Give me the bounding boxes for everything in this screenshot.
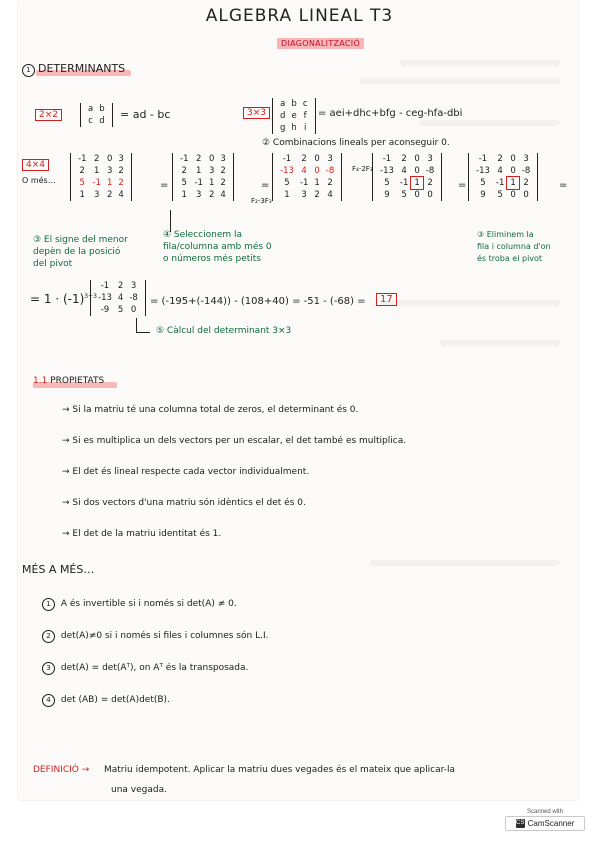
matrix-cell: 1: [79, 190, 85, 200]
matrix-cell: 1: [106, 178, 113, 188]
matrix-cell: 9: [480, 190, 486, 200]
matrix-cell: 5: [480, 178, 486, 188]
det4-matrix-3: [272, 153, 342, 201]
matrix-cell: 3: [196, 190, 202, 200]
matrix-cell: -8: [425, 166, 435, 176]
matrix-cell: -8: [521, 166, 531, 176]
matrix-cell: -1: [194, 178, 203, 188]
det4-matrix-5: [468, 153, 538, 201]
matrix-cell: 5: [384, 178, 390, 188]
equals-sign: =: [261, 180, 270, 191]
arrow-icon: →: [62, 405, 73, 415]
matrix-cell: 3: [208, 166, 215, 176]
matrix-cell: 0: [414, 154, 420, 164]
matrix-cell: 3: [301, 190, 307, 200]
equals-sign: =: [559, 180, 568, 191]
det4-label: O més…: [22, 176, 56, 185]
definition-label: DEFINICIÓ →: [33, 765, 90, 775]
matrix-cell: 5: [181, 178, 187, 188]
matrix-cell: g: [280, 123, 286, 133]
matrix-cell: 2: [314, 190, 320, 200]
matrix-cell: 5: [497, 190, 503, 200]
note-sign: ③ El signe del menor depèn de la posició del pivot: [33, 235, 128, 269]
arrow-line: [136, 332, 150, 333]
property-item: → El det és lineal respecte cada vector individualment.: [62, 467, 310, 477]
expansion-prefix: = $1 \cdot (-1)^{3+3}$: [30, 292, 97, 306]
matrix-cell: -1: [478, 154, 488, 164]
matrix-cell: -1: [495, 178, 505, 188]
matrix-cell: 0: [510, 154, 516, 164]
matrix-cell: a: [88, 104, 94, 114]
matrix-cell: d: [99, 116, 105, 126]
matrix-cell: 2: [94, 154, 100, 164]
matrix-cell: 2: [220, 166, 226, 176]
matrix-cell: -1: [92, 178, 101, 188]
section11-heading: 1.1 PROPIETATS: [33, 376, 105, 386]
matrix-cell: 4: [497, 166, 503, 176]
matrix-cell: 2: [208, 190, 215, 200]
property-item: → Si la matriu té una columna total de zeros, el determinant és 0.: [62, 405, 359, 415]
det3-matrix: [272, 98, 316, 134]
matrix-cell: 3: [220, 154, 226, 164]
matrix-cell: -13: [280, 166, 294, 176]
matrix-cell: a: [280, 99, 286, 109]
matrix-cell: b: [99, 104, 105, 114]
matrix-cell: 2: [118, 178, 124, 188]
matrix-cell: -8: [129, 293, 138, 303]
matrix-cell: 0: [523, 190, 529, 200]
camscanner-icon: CS: [515, 820, 525, 826]
matrix-cell: 3: [427, 154, 433, 164]
matrix-cell: 1: [314, 178, 320, 188]
matrix-cell: 2: [401, 154, 407, 164]
matrix-cell: -9: [100, 305, 110, 315]
definition-text: Matriu idempotent. Aplicar la matriu dues vegades és el mateix que aplicar-la: [104, 765, 455, 775]
matrix-cell: 4: [220, 190, 226, 200]
det2-result: = ad - bc: [120, 108, 171, 121]
matrix-cell: d: [280, 111, 286, 121]
matrix-cell: 0: [314, 154, 320, 164]
arrow-icon: →: [62, 529, 73, 539]
page-title: ALGEBRA LINEAL T3: [205, 6, 394, 26]
matrix-cell: 4: [118, 190, 124, 200]
matrix-cell: 5: [401, 190, 407, 200]
arrow-icon: →: [62, 467, 73, 477]
matrix-cell: e: [291, 111, 297, 121]
matrix-cell: -8: [325, 166, 335, 176]
property-item: → El det de la matriu identitat és 1.: [62, 529, 222, 539]
note-eliminate: ③ Eliminem la fila i columna d'on és troba el pivot: [477, 230, 551, 263]
matrix-cell: 5: [79, 178, 85, 188]
matrix-cell: 2: [523, 178, 529, 188]
property-item: → Si dos vectors d'una matriu són idèntics el det és 0.: [62, 498, 306, 508]
matrix-cell: 0: [427, 190, 433, 200]
page-subtitle: DIAGONALITZACIÓ: [277, 38, 364, 49]
matrix-cell: 5: [117, 305, 124, 315]
matrix-cell: 2: [220, 178, 226, 188]
det3-tag: 3×3: [243, 108, 270, 118]
note-select: ④ Seleccionem la fila/columna amb més 0 o números més petits: [163, 230, 272, 264]
matrix-cell: 0: [314, 166, 320, 176]
matrix-cell: 3: [94, 190, 100, 200]
matrix-cell: 3: [523, 154, 529, 164]
note-calc: ⑤ Càlcul del determinant 3×3: [156, 326, 292, 336]
matrix-cell: c: [88, 116, 93, 126]
matrix-cell: 1: [411, 177, 422, 189]
matrix-cell: -13: [476, 166, 490, 176]
matrix-cell: 2: [301, 154, 307, 164]
matrix-cell: 1: [196, 166, 202, 176]
more-heading: MÉS A MÉS…: [22, 563, 95, 576]
matrix-cell: c: [302, 99, 308, 109]
matrix-cell: -1: [78, 154, 87, 164]
matrix-cell: -13: [98, 293, 112, 303]
matrix-cell: -1: [299, 178, 309, 188]
arrow-icon: →: [62, 436, 73, 446]
matrix-cell: h: [291, 123, 297, 133]
matrix-cell: 2: [327, 178, 333, 188]
matrix-cell: 0: [510, 190, 516, 200]
equals-sign: =: [160, 180, 169, 191]
matrix-cell: -1: [180, 154, 189, 164]
more-item: 2 det(A)≠0 si i només si files i columnes són L.I.: [42, 630, 268, 643]
matrix-cell: 2: [427, 178, 433, 188]
matrix-cell: 0: [130, 305, 137, 315]
more-item: 1 A és invertible si i només si det(A) ≠ 0.: [42, 598, 237, 611]
matrix-cell: -1: [382, 154, 392, 164]
matrix-cell: 2: [196, 154, 202, 164]
matrix-cell: b: [291, 99, 297, 109]
matrix-cell: 3: [118, 154, 124, 164]
row-operation-1: F₂-3F₃: [251, 197, 272, 205]
matrix-cell: 1: [94, 166, 100, 176]
matrix-cell: 2: [497, 154, 503, 164]
det4-matrix-2: [172, 153, 234, 201]
more-item: 4 det (AB) = det(A)det(B).: [42, 694, 170, 707]
matrix-cell: 4: [401, 166, 407, 176]
note-combinations: ② Combinacions lineals per aconseguir 0.: [262, 138, 450, 148]
matrix-cell: -1: [100, 281, 110, 291]
matrix-cell: 3: [106, 166, 113, 176]
det4-tag: 4×4: [22, 160, 49, 170]
final-answer: 17: [376, 294, 397, 305]
matrix-cell: 4: [117, 293, 124, 303]
matrix-cell: 1: [507, 177, 518, 189]
det4-matrix-1: [70, 153, 132, 201]
det2-tag: 2×2: [35, 110, 62, 120]
property-item: → Si es multiplica un dels vectors per un escalar, el det també es multiplica.: [62, 436, 407, 446]
matrix-cell: 4: [301, 166, 307, 176]
equals-sign: =: [458, 180, 467, 191]
matrix-cell: 4: [327, 190, 333, 200]
matrix-cell: 3: [130, 281, 137, 291]
matrix-cell: 0: [510, 166, 516, 176]
matrix-cell: 0: [414, 190, 420, 200]
expansion-calc: = (-195+(-144)) - (108+40) = -51 - (-68) =: [150, 296, 366, 307]
matrix-cell: 0: [106, 154, 113, 164]
matrix-cell: 1: [181, 190, 187, 200]
matrix-cell: -13: [380, 166, 394, 176]
minor-matrix: [90, 280, 146, 316]
matrix-cell: 0: [208, 154, 215, 164]
matrix-cell: -1: [399, 178, 409, 188]
det4-matrix-4: [372, 153, 442, 201]
matrix-cell: 5: [284, 178, 290, 188]
definition-text-2: una vegada.: [111, 785, 167, 795]
matrix-cell: 2: [79, 166, 85, 176]
matrix-cell: i: [303, 123, 307, 133]
matrix-cell: 1: [208, 178, 215, 188]
det2-matrix: [80, 103, 113, 127]
matrix-cell: 2: [117, 281, 124, 291]
matrix-cell: 2: [118, 166, 124, 176]
section1-heading: 1 DETERMINANTS: [22, 62, 125, 77]
row-operation-2: F₄-2F₃: [352, 165, 373, 173]
det3-result: = aei+dhc+bfg - ceg-hfa-dbi: [318, 108, 463, 119]
matrix-cell: 9: [384, 190, 390, 200]
more-item: 3 det(A) = det(Aᵀ), on Aᵀ és la transposada.: [42, 662, 248, 675]
camscanner-badge: Scanned with CS CamScanner: [505, 809, 585, 831]
matrix-cell: -1: [282, 154, 292, 164]
matrix-cell: f: [303, 111, 307, 121]
arrow-line: [136, 318, 137, 332]
arrow-icon: →: [62, 498, 73, 508]
matrix-cell: 1: [284, 190, 290, 200]
matrix-cell: 2: [181, 166, 187, 176]
matrix-cell: 2: [106, 190, 113, 200]
matrix-cell: 0: [414, 166, 420, 176]
matrix-cell: 3: [327, 154, 333, 164]
